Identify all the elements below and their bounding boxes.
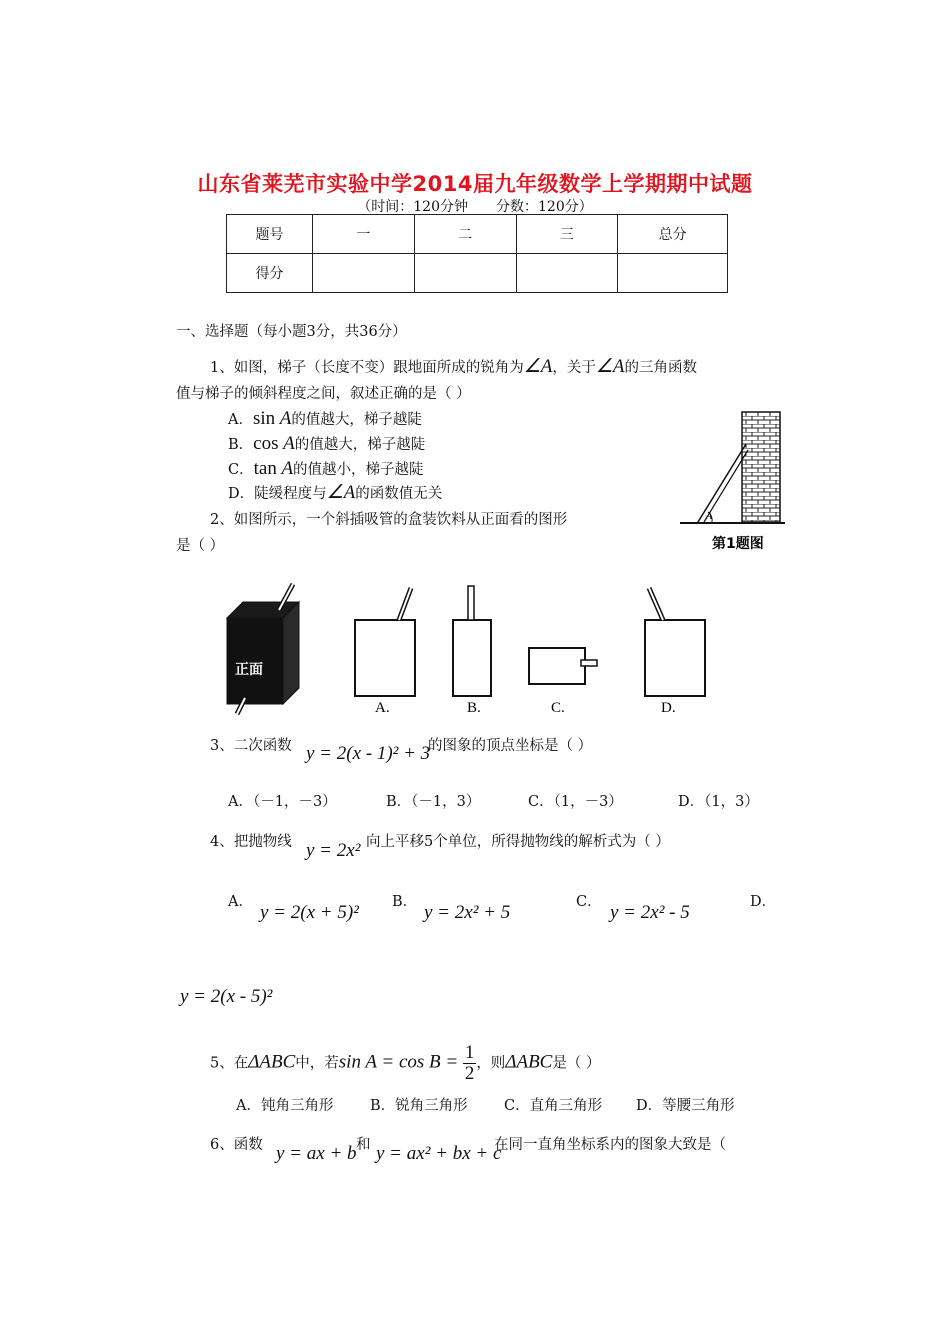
- q3-option-c: C．（1，－3）: [528, 794, 623, 810]
- option-label: B．: [228, 437, 254, 453]
- q5-option-c: C．直角三角形: [504, 1098, 603, 1114]
- q4-formula: y = 2x²: [306, 840, 361, 861]
- q5-triangle: ΔABC: [505, 1051, 553, 1073]
- score-cell[interactable]: [313, 254, 415, 293]
- q5-text: 中，若: [295, 1055, 339, 1072]
- q6-formula-2: y = ax² + bx + c: [376, 1143, 502, 1164]
- q4-option-b-formula: y = 2x² + 5: [424, 902, 511, 923]
- q4-option-d-label: D．: [750, 894, 777, 910]
- table-cell: 二: [414, 215, 516, 254]
- q3-option-b: B．（－1，3）: [386, 794, 481, 810]
- table-cell: 三: [516, 215, 618, 254]
- q3-option-d: D．（1，3）: [678, 794, 759, 810]
- q5-option-b: B．锐角三角形: [370, 1098, 468, 1114]
- table-cell: 一: [313, 215, 415, 254]
- q5-line: [210, 1043, 600, 1084]
- option-b-view: [453, 586, 491, 696]
- q1-text: ，关于: [552, 360, 596, 376]
- q4-option-c-formula: y = 2x² - 5: [610, 902, 690, 923]
- fraction-denominator: 2: [464, 1063, 475, 1084]
- q5-triangle: ΔABC: [248, 1051, 296, 1073]
- q5-option-d: D．等腰三角形: [636, 1098, 735, 1114]
- math-fn: cos: [253, 433, 279, 454]
- math-angle: ∠A: [326, 482, 356, 503]
- option-label: D.: [661, 700, 676, 716]
- option-label: A.: [375, 700, 390, 716]
- option-text: 的值越大，梯子越陡: [291, 412, 422, 428]
- table-row: [227, 254, 728, 293]
- score-cell[interactable]: [618, 254, 728, 293]
- q4-pre: 4、把抛物线: [210, 834, 292, 850]
- exam-info: [0, 196, 950, 216]
- option-text: D．陡缓程度与: [228, 486, 327, 502]
- ladder-wall-figure: [650, 408, 790, 553]
- q4-post: 向上平移5个单位，所得抛物线的解析式为（ ）: [366, 834, 670, 850]
- math-fn: sin: [252, 408, 276, 429]
- juice-box-figure: [215, 580, 735, 720]
- option-label: A．: [228, 412, 253, 428]
- option-label: C.: [551, 700, 565, 716]
- brick-wall: [742, 412, 780, 522]
- table-cell: 总分: [618, 215, 728, 254]
- option-text: 的值越大，梯子越陡: [294, 437, 426, 453]
- q1-text: 的三角函数: [624, 360, 698, 376]
- q4-option-d-formula: y = 2(x - 5)²: [180, 986, 273, 1007]
- box-front-label: 正面: [235, 662, 263, 678]
- exam-score: 分数：120分）: [496, 199, 593, 215]
- q5-fraction: [463, 1043, 477, 1084]
- q6-post: 在同一直角坐标系内的图象大致是（: [494, 1137, 726, 1153]
- math-var: A: [283, 433, 295, 454]
- option-a-view: [355, 588, 415, 696]
- q6-formula-1: y = ax + b: [276, 1143, 357, 1164]
- q4-option-a-formula: y = 2(x + 5)²: [260, 902, 359, 923]
- q2-line2: 是（ ）: [176, 538, 225, 554]
- score-cell[interactable]: [516, 254, 618, 293]
- q1-option-a: [228, 406, 422, 433]
- option-text: 的值越小，梯子越陡: [293, 462, 424, 478]
- q5-text: 是（ ）: [552, 1055, 601, 1072]
- q3-pre: 3、二次函数: [210, 738, 292, 754]
- q4-option-a-label: A．: [228, 894, 253, 910]
- math-fn: tan: [253, 458, 277, 479]
- q5-equation: sin A = cos B =: [338, 1051, 459, 1073]
- option-text: 的函数值无关: [355, 486, 443, 502]
- q1-angle: ∠A: [523, 356, 553, 377]
- q4-option-b-label: B．: [392, 894, 418, 910]
- q5-text: ，则: [476, 1055, 506, 1072]
- section-heading: 一、选择题（每小题3分，共36分）: [176, 324, 407, 340]
- q1-text: 1、如图，梯子（长度不变）跟地面所成的锐角为: [210, 360, 524, 376]
- option-label: B.: [467, 700, 481, 716]
- q3-post: 的图象的顶点坐标是（ ）: [428, 738, 593, 754]
- q1-option-b: [228, 431, 425, 458]
- page-title: 山东省莱芜市实验中学2014届九年级数学上学期期中试题: [197, 172, 753, 196]
- q1-option-c: [228, 456, 424, 483]
- score-table: [226, 214, 728, 293]
- q1-line1: [210, 354, 697, 381]
- q6-mid: 和: [356, 1137, 371, 1153]
- q1-angle: ∠A: [595, 356, 625, 377]
- angle-label: A: [706, 511, 713, 522]
- table-row: [227, 215, 728, 254]
- figure-caption: 第1题图: [712, 536, 764, 552]
- math-var: A: [279, 408, 292, 429]
- option-c-view: [529, 648, 597, 684]
- q3-option-a: A．（－1，－3）: [228, 794, 337, 810]
- table-cell: 得分: [227, 254, 313, 293]
- q5-option-a: A．钝角三角形: [236, 1098, 334, 1114]
- table-cell: 题号: [227, 215, 313, 254]
- option-d-view: [645, 588, 705, 696]
- math-var: A: [281, 458, 294, 479]
- q5-text: 5、在: [210, 1055, 249, 1072]
- q4-option-c-label: C．: [576, 894, 602, 910]
- exam-time: （时间：120分钟: [357, 199, 468, 215]
- option-label: C．: [228, 462, 254, 478]
- juice-box-3d: [227, 584, 299, 714]
- fraction-numerator: 1: [464, 1042, 475, 1063]
- q1-option-d: [228, 480, 442, 507]
- q6-pre: 6、函数: [210, 1137, 263, 1153]
- score-cell[interactable]: [414, 254, 516, 293]
- q3-formula: y = 2(x - 1)² + 3: [306, 743, 431, 764]
- q1-line2: 值与梯子的倾斜程度之间，叙述正确的是（ ）: [176, 386, 471, 402]
- q2-line1: 2、如图所示，一个斜插吸管的盒装饮料从正面看的图形: [210, 512, 568, 528]
